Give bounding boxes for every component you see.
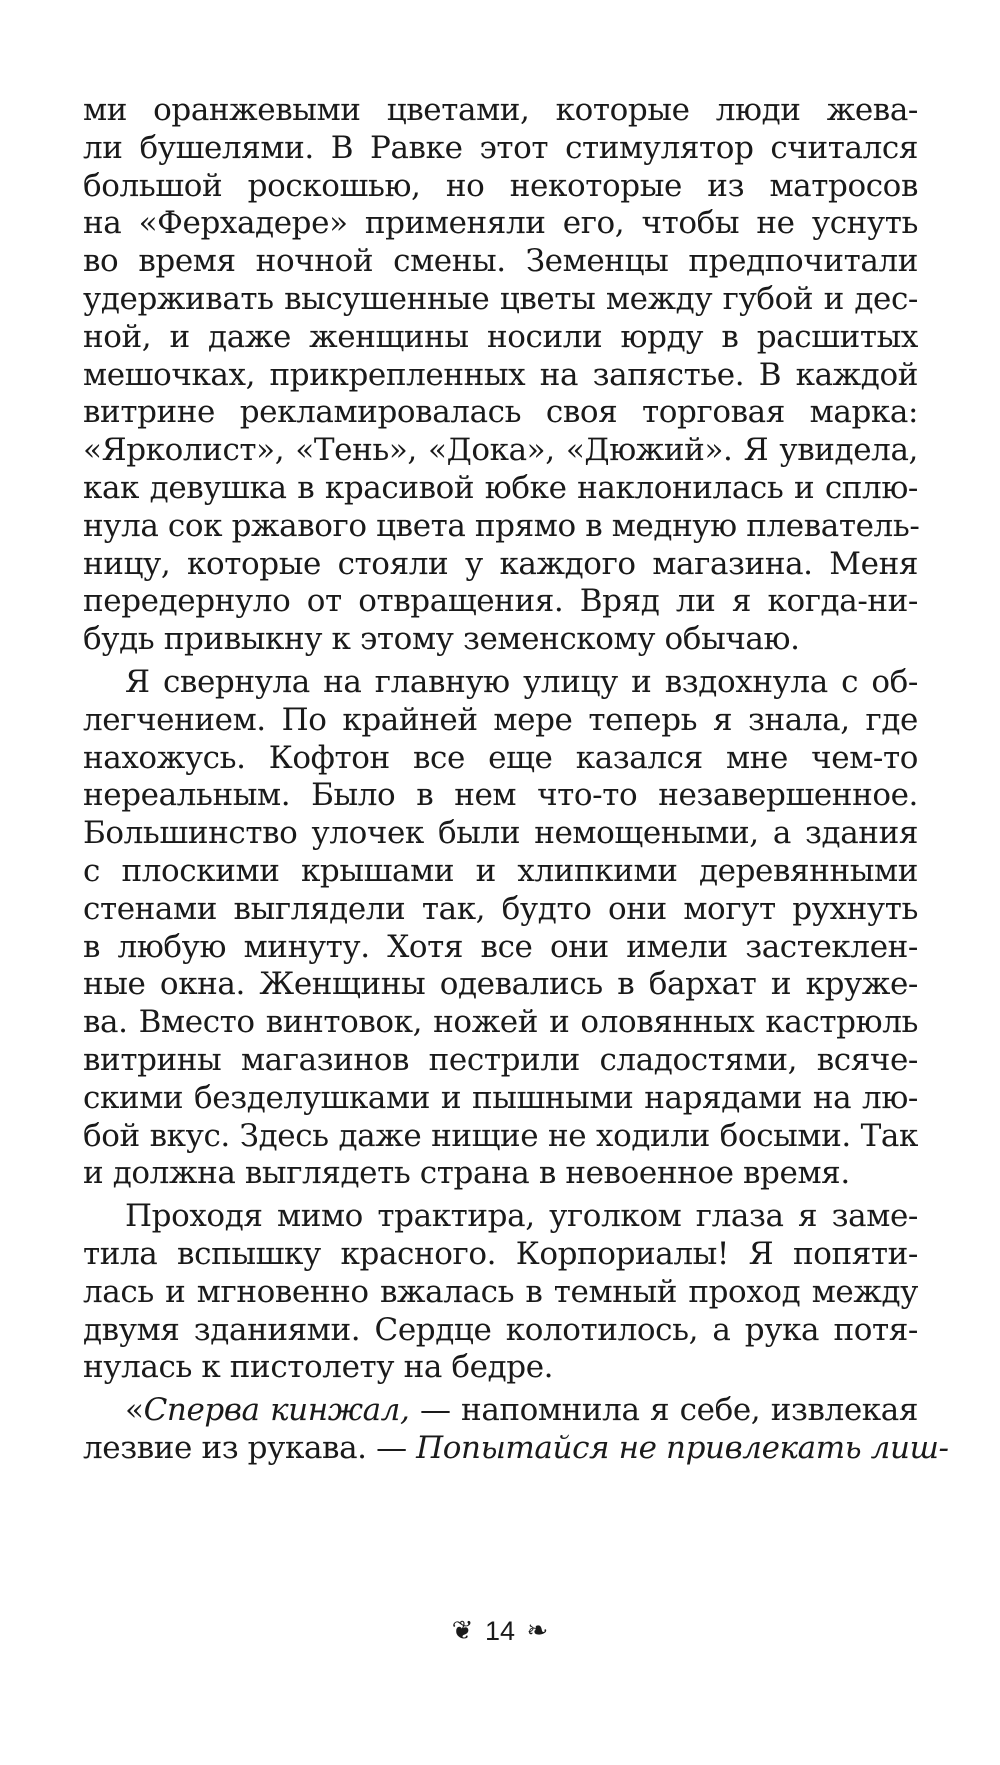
page-number: 14 (484, 1615, 516, 1646)
text-line: с плоскими крышами и хлипкими деревянными (83, 852, 918, 889)
text-line: двумя зданиями. Сердце колотилось, а рука потя- (83, 1311, 918, 1348)
text-line: ницу, которые стояли у каждого магазина. Меня (83, 545, 918, 582)
text-line: скими безделушками и пышными нарядами на лю- (83, 1079, 918, 1116)
text-line: ли бушелями. В Равке этот стимулятор считался (83, 129, 918, 166)
text-line: будь привыкну к этому земенскому обычаю. (83, 621, 800, 658)
text-line: витрины магазинов пестрили сладостями, всяче- (83, 1041, 918, 1078)
text-line: удерживать высушенные цветы между губой и дес- (83, 280, 918, 317)
text-line: ной, и даже женщины носили юрду в расшитых (83, 318, 918, 355)
text-fragment: лезвие из рукава. — (83, 1429, 417, 1466)
text-line: лась и мгновенно вжалась в темный проход между (83, 1273, 918, 1310)
text-line: стенами выглядели так, будто они могут рухнуть (83, 890, 918, 927)
italic-phrase: Попытайся не привлекать лиш- (416, 1429, 949, 1466)
text-line: ми оранжевыми цветами, которые люди жева- (83, 92, 918, 128)
text-line: на «Ферхадере» применяли его, чтобы не уснуть (83, 205, 918, 242)
text-line: передернуло от отвращения. Вряд ли я когда-ни- (83, 583, 918, 620)
text-line: нереальным. Было в нем что-то незавершенное. (83, 777, 918, 814)
text-line: большой роскошью, но некоторые из матросов (83, 167, 918, 204)
page-footer (0, 1613, 1000, 1647)
page-body (83, 92, 949, 1468)
text-line: легчением. По крайней мере теперь я знала, где (83, 701, 918, 738)
text-fragment: — напомнила я себе, извлекая (409, 1392, 918, 1429)
text-line: ва. Вместо винтовок, ножей и оловянных кастрюль (83, 1004, 918, 1041)
open-quote: « (125, 1392, 144, 1429)
text-line: во время ночной смены. Земенцы предпочитали (83, 243, 918, 280)
text-line: нула сок ржавого цвета прямо в медную плеватель- (83, 507, 920, 544)
text-line: нулась к пистолету на бедре. (83, 1349, 554, 1386)
text-line: в любую минуту. Хотя все они имели застеклен- (83, 928, 918, 965)
italic-phrase: Сперва кинжал, (143, 1392, 410, 1429)
ornament-left-icon: ❦ (451, 1615, 474, 1646)
text-line: Большинство улочек были немощеными, а здания (83, 815, 918, 852)
text-line: нахожусь. Кофтон все еще казался мне чем-то (83, 739, 918, 776)
text-line: ные окна. Женщины одевались в бархат и круже- (83, 966, 918, 1003)
text-line: бой вкус. Здесь даже нищие не ходили босыми. Так (83, 1117, 918, 1154)
text-line (83, 1392, 918, 1430)
text-line: и должна выглядеть страна в невоенное время. (83, 1155, 850, 1192)
text-line: Проходя мимо трактира, уголком глаза я заме- (125, 1198, 918, 1235)
text-line: тила вспышку красного. Корпориалы! Я попяти- (83, 1235, 918, 1272)
text-line: «Ярколист», «Тень», «Дока», «Дюжий». Я увидела, (83, 432, 918, 469)
text-line: Я свернула на главную улицу и вздохнула с об- (125, 663, 918, 700)
ornament-right-icon: ❧ (526, 1615, 549, 1646)
text-line (83, 1429, 949, 1468)
text-line: как девушка в красивой юбке наклонилась и сплю- (83, 469, 918, 506)
text-line: витрине рекламировалась своя торговая марка: (83, 394, 918, 431)
text-line: мешочках, прикрепленных на запястье. В каждой (83, 356, 918, 393)
